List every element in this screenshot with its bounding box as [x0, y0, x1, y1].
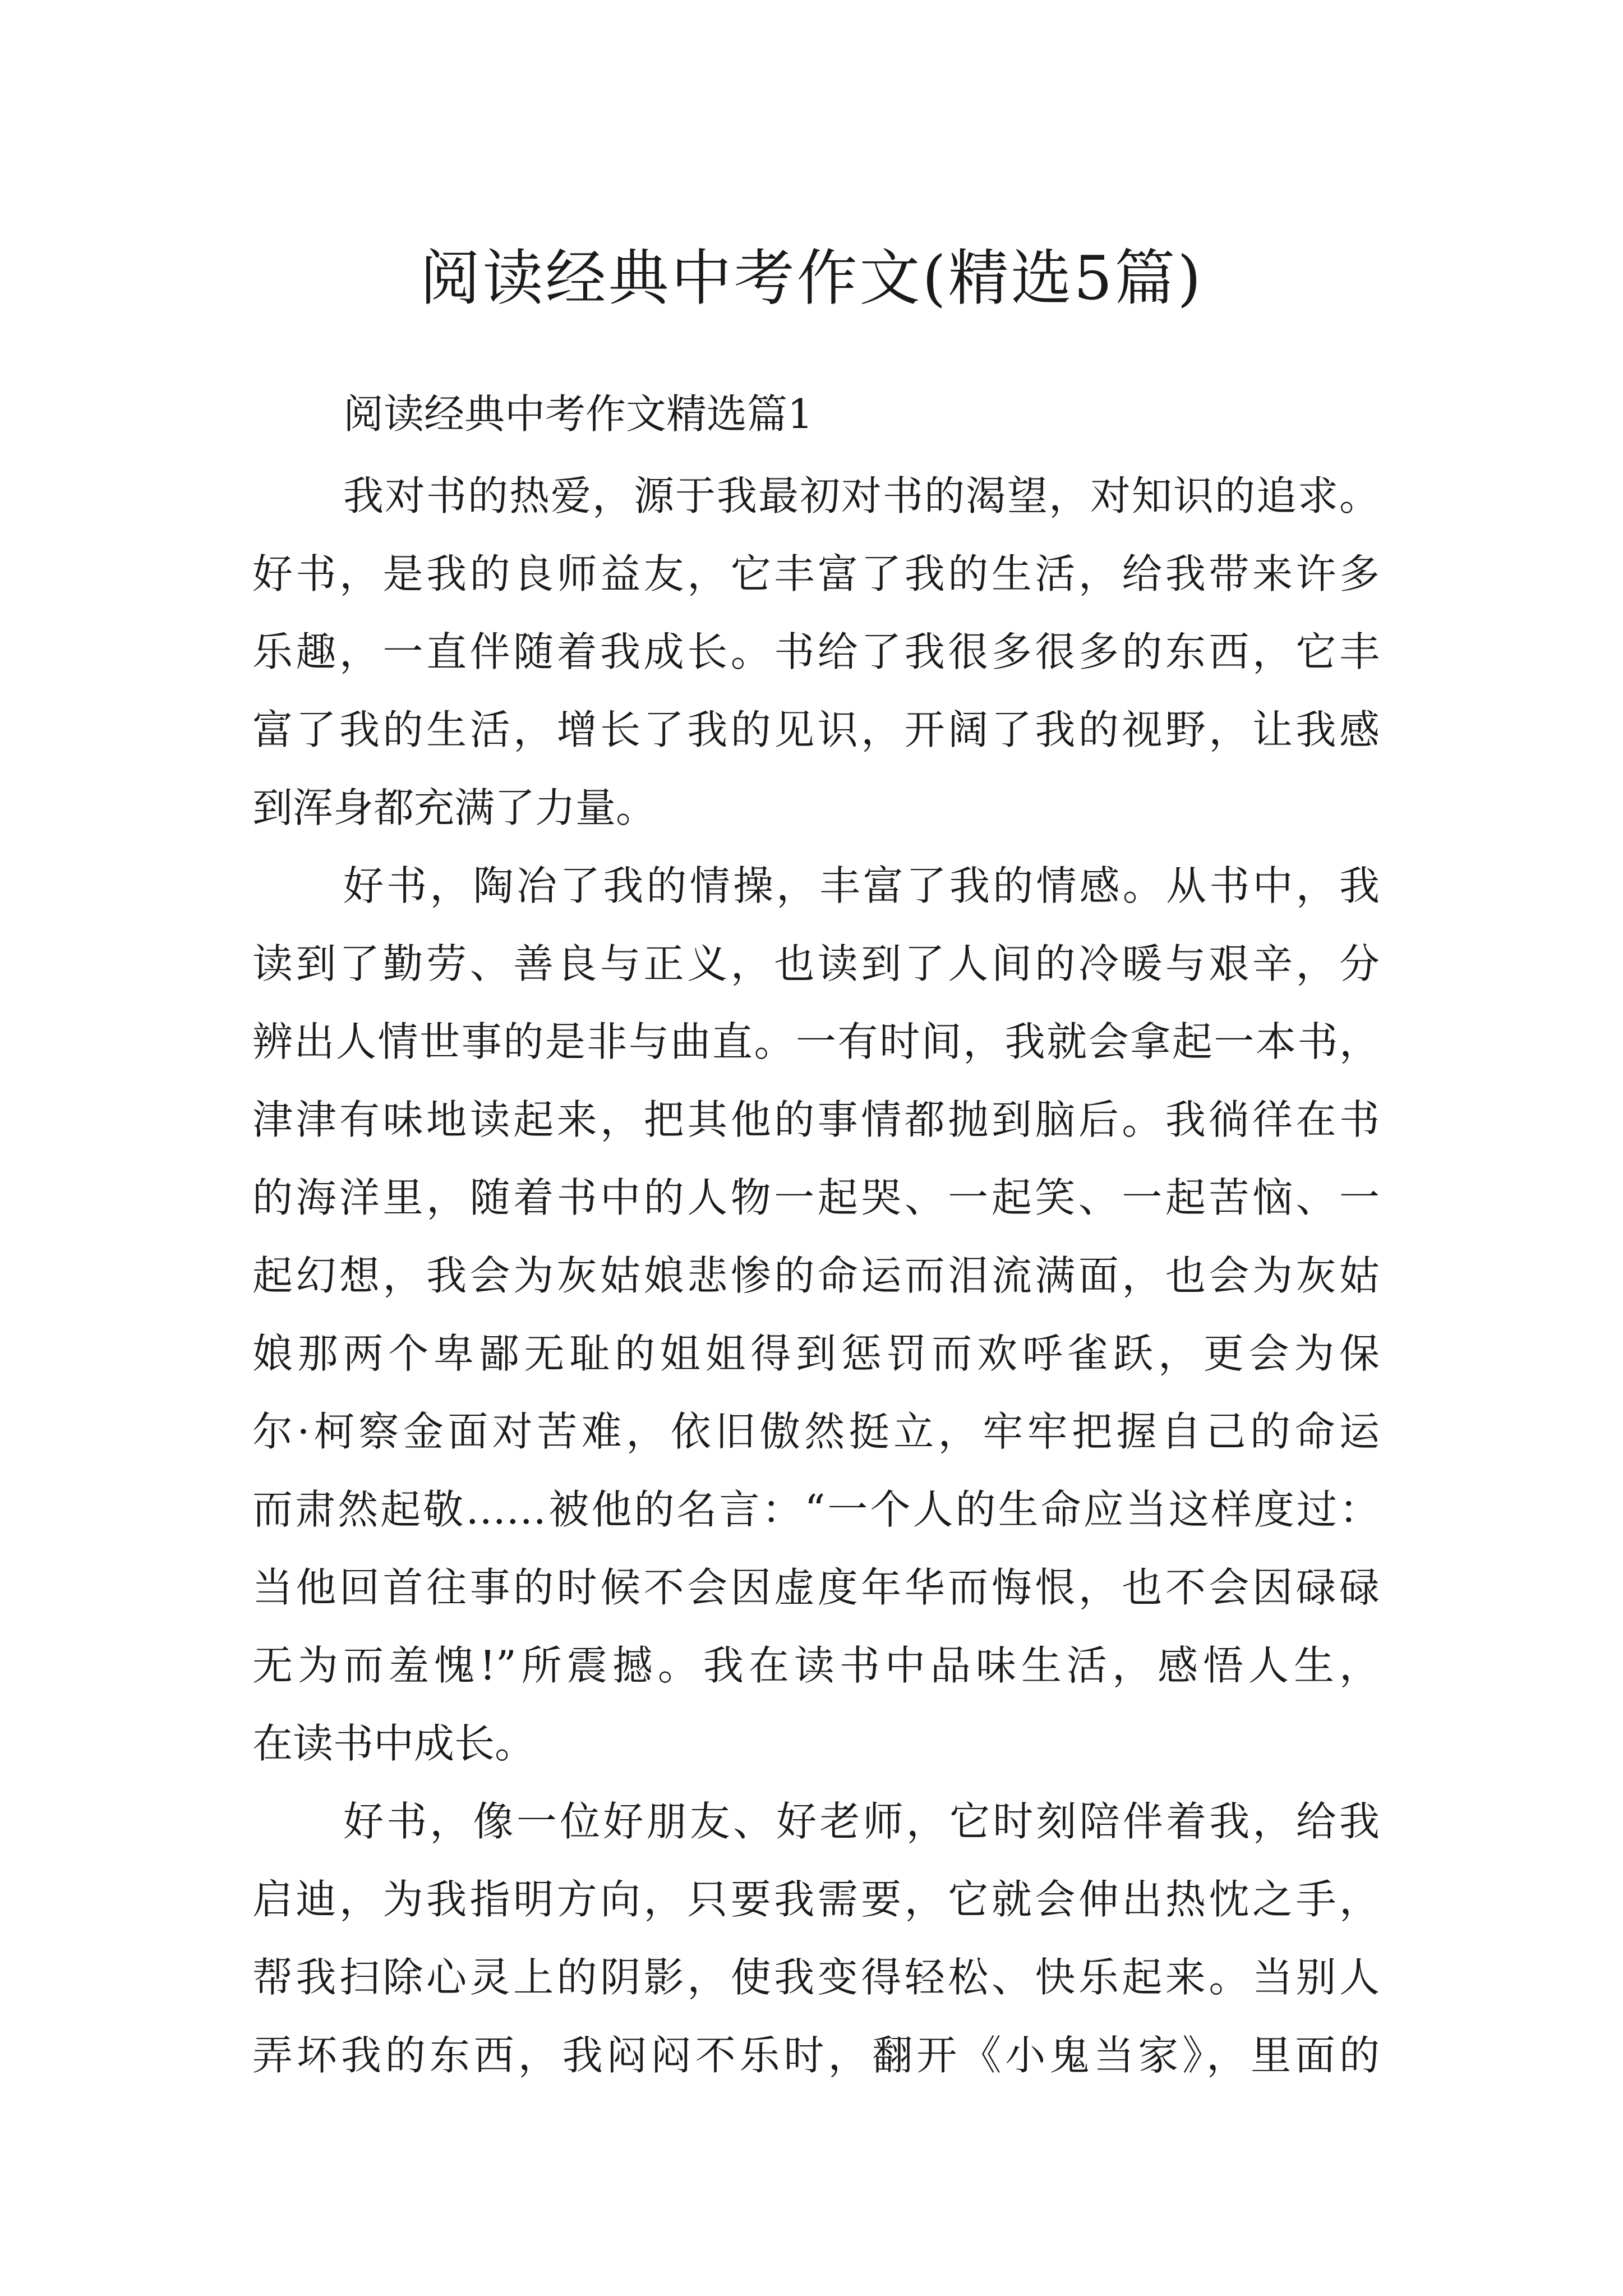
paragraph-2-line-2: 读到了勤劳、善良与正义，也读到了人间的冷暖与艰辛，分 — [252, 940, 1380, 987]
paragraph-2-line-1: 好书，陶冶了我的情操，丰富了我的情感。从书中，我 — [343, 862, 1380, 909]
paragraph-3-line-1: 好书，像一位好朋友、好老师，它时刻陪伴着我，给我 — [343, 1798, 1380, 1845]
paragraph-2-line-8: 尔·柯察金面对苦难，依旧傲然挺立，牢牢把握自己的命运 — [252, 1408, 1380, 1455]
paragraph-2-line-10: 当他回首往事的时候不会因虚度年华而悔恨，也不会因碌碌 — [252, 1564, 1380, 1611]
paragraph-2-line-11: 无为而羞愧!”所震撼。我在读书中品味生活，感悟人生， — [252, 1642, 1380, 1689]
paragraph-2-line-12: 在读书中成长。 — [252, 1720, 536, 1767]
document-title: 阅读经典中考作文(精选5篇) — [419, 243, 1204, 314]
paragraph-2-line-3: 辨出人情世事的是非与曲直。一有时间，我就会拿起一本书， — [252, 1018, 1380, 1065]
paragraph-2-line-7: 娘那两个卑鄙无耻的姐姐得到惩罚而欢呼雀跃，更会为保 — [252, 1330, 1380, 1377]
paragraph-3-line-2: 启迪，为我指明方向，只要我需要，它就会伸出热忱之手， — [252, 1876, 1380, 1923]
paragraph-2-line-9: 而肃然起敬……被他的名言：“一个人的生命应当这样度过： — [252, 1486, 1380, 1533]
paragraph-1-line-2: 好书，是我的良师益友，它丰富了我的生活，给我带来许多 — [252, 550, 1380, 597]
paragraph-1-line-5: 到浑身都充满了力量。 — [252, 784, 657, 831]
paragraph-1-line-4: 富了我的生活，增长了我的见识，开阔了我的视野，让我感 — [252, 706, 1380, 753]
paragraph-3-line-3: 帮我扫除心灵上的阴影，使我变得轻松、快乐起来。当别人 — [252, 1954, 1380, 2001]
paragraph-1-line-1: 我对书的热爱，源于我最初对书的渴望，对知识的追求。 — [343, 472, 1380, 519]
paragraph-2-line-4: 津津有味地读起来，把其他的事情都抛到脑后。我徜徉在书 — [252, 1096, 1380, 1143]
paragraph-2-line-5: 的海洋里，随着书中的人物一起哭、一起笑、一起苦恼、一 — [252, 1174, 1380, 1221]
paragraph-1-line-3: 乐趣，一直伴随着我成长。书给了我很多很多的东西，它丰 — [252, 628, 1380, 675]
paragraph-3-line-4: 弄坏我的东西，我闷闷不乐时，翻开《小鬼当家》，里面的 — [252, 2032, 1380, 2079]
paragraph-2-line-6: 起幻想，我会为灰姑娘悲惨的命运而泪流满面，也会为灰姑 — [252, 1252, 1380, 1299]
section-heading: 阅读经典中考作文精选篇1 — [343, 390, 813, 438]
